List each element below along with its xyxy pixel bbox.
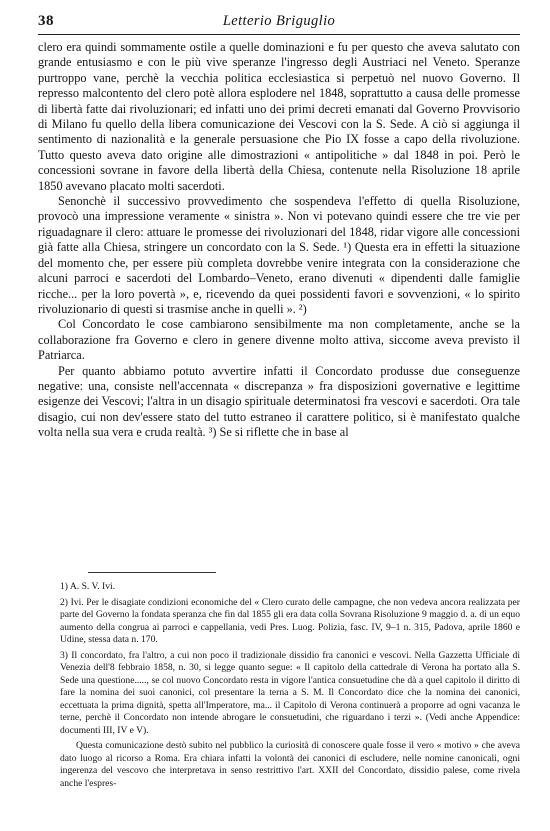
- paragraph: Col Concordato le cose cambiarono sensibilmente ma non completamente, anche se la collaborazione fra Governo e clero in genere divenne molto attiva, siccome aveva previsto il Patriarca.: [38, 317, 520, 363]
- footnote: 3) Il concordato, fra l'altro, a cui non poco il tradizionale dissidio fra canonici e vescovi. Nella Gazzetta Ufficiale di Venezia dell'8 febbraio 1858, n. 30, si legge quanto segue: « Il capitolo della cattedrale di Verona ha portato alla S. Sede una questione....., se col nuovo Concordato resta in vigore l'antica consuetudine che dà a quel capitolo il diritto di fare la nomina dei suoi canonici, col presentare la terna a S. M. Il Concordato dice che la nomina dei canonici, eccettuata la prima dignità, spetta all'Imperatore, ma... il Capitolo di Verona continuerà a proporre ad ogni vacanza le terne, perchè il Concordato non intende abrogare le consuetudini, che riguardano i terzi ». (Vedi anche Appendice: documenti III, IV e V).: [60, 649, 520, 736]
- footnote-divider: [88, 572, 216, 573]
- running-head: Letterio Briguglio: [222, 13, 336, 29]
- paragraph: clero era quindi sommamente ostile a quelle dominazioni e fu per questo che aveva salutato con grande entusiasmo e con le più vive speranze l'ingresso degli Austriaci nel Veneto. Speranze purtroppo vane, perchè la vecchia politica ecclesiastica si perpetuò nel nuovo Governo. Il represso malcontento del clero potè allora esplodere nel 1848, soprattutto a causa delle promesse di libertà fatte dai rivoluzionari; ed infatti uno dei primi decreti emanati dal Governo Provvisorio di Milano fu quello della libera comunicazione dei Vescovi con la S. Sede. A ciò si aggiunga il sentimento di nazionalità e la generale persuasione che Pio IX fosse a capo della rivoluzione. Tutto questo aveva dato origine alle dimostrazioni « antipolitiche » dal 1848 in poi. Però le concessioni sovrane in favore della libertà della Chiesa, contenute nella Risoluzione 18 aprile 1850 avevano placato molti sacerdoti.: [38, 40, 520, 193]
- page-number: 38: [38, 13, 54, 29]
- page-header: [38, 12, 520, 35]
- footnote: 1) A. S. V. Ivi.: [60, 581, 116, 592]
- main-text: [38, 40, 520, 441]
- footnote: 2) Ivi. Per le disagiate condizioni economiche del « Clero curato delle campagne, che non vedeva ancora realizzata per parte del Governo la fondata speranza che fin dal 1855 gli era data colla Sovrana Risoluzione 9 maggio d. a. di un equo aumento della congrua ai parroci e cappellania, vedi Pres. Luog. Polizia, fasc. IV, 9–1 n. 315, Padova, aprile 1860 e Udine, stessa data n. 170.: [60, 596, 520, 645]
- paragraph: Senonchè il successivo provvedimento che sospendeva l'effetto di quella Risoluzione, provocò una impressione veramente « sinistra ». Non vi potevano quindi essere che tre vie per riguadagnare il clero: attuare le promesse dei rivoluzionari del 1848, ridar vigore alle concessioni già fatte alla Chiesa, stringere un concordato con la S. Sede. ¹) Questa era in effetti la situazione del momento che, per essere più completa dovrebbe venire integrata con la considerazione che alcuni parroci e sacerdoti del Lombardo–Veneto, erano divenuti « dipendenti dalle famiglie ricche... per la loro povertà », e, ricevendo da quei possidenti favori e sovvenzioni, « lo spirito rivoluzionario di questi si trasmise anche in quelli ». ²): [38, 194, 520, 316]
- footnotes: [60, 581, 520, 790]
- paragraph: Per quanto abbiamo potuto avvertire infatti il Concordato produsse due conseguenze negative: una, consiste nell'accennata « discrepanza » fra disposizioni governative e legittime esigenze dei Vescovi; l'altra in un disagio spirituale determinatosi fra vescovi e sacerdoti. Ora tale disagio, cui non dev'essere stato del tutto estraneo il carattere politico, si è manifestato qualche volta nella sua vera e cruda realtà. ³) Se si riflette che in base al: [38, 363, 520, 440]
- footnote: Questa comunicazione destò subito nel pubblico la curiosità di conoscere quale fosse il vero « motivo » che aveva dato luogo al ricorso a Roma. Era chiara infatti la volontà dei canonici di escludere, nelle nomine canonicali, ogni ingerenza del vescovo che interpretava in senso restrittivo l'art. XXII del Concordato, dissidio palese, come rivela anche l'espres-: [60, 740, 520, 789]
